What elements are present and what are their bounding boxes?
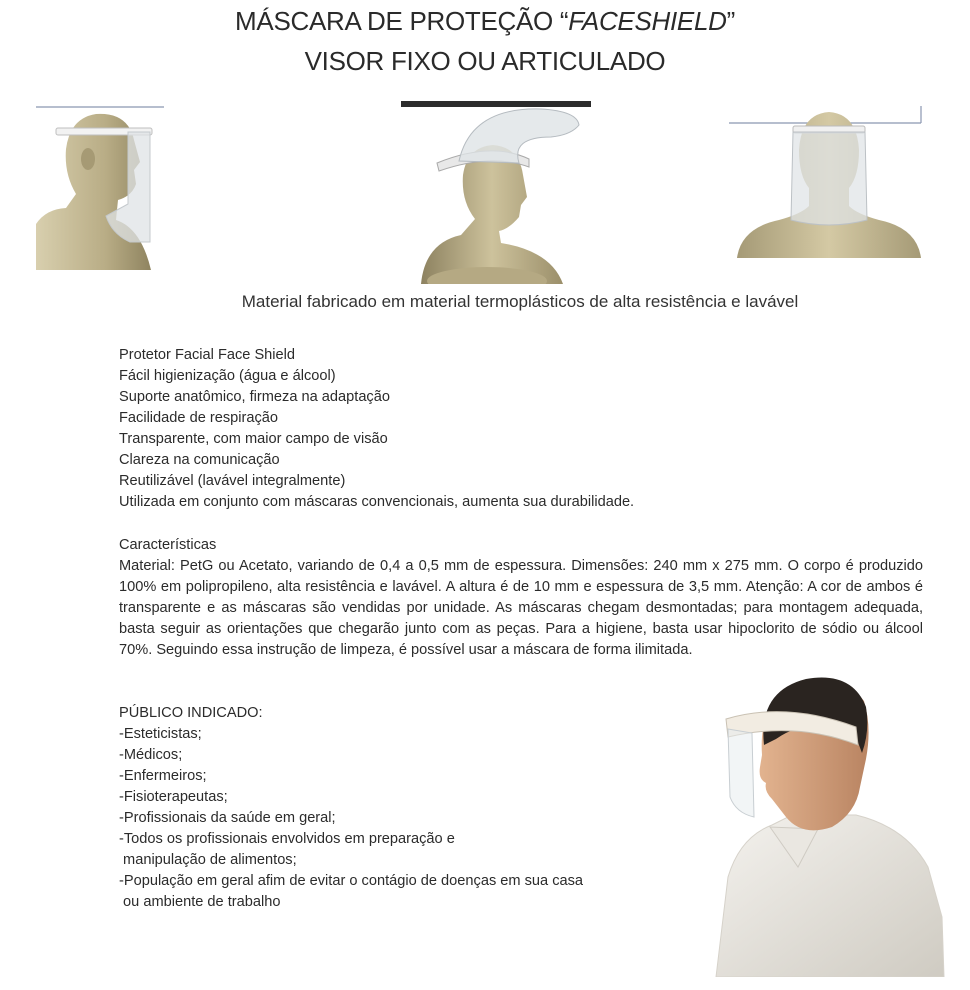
page-subtitle-visor: VISOR FIXO OU ARTICULADO [304, 46, 666, 76]
features-list [119, 345, 819, 513]
page-title [0, 6, 970, 37]
audience-item: -Todos os profissionais envolvidos em preparação e [119, 831, 455, 847]
audience-item: -Médicos; [119, 747, 183, 763]
specs-text: Material: PetG ou Acetato, variando de 0,4 a 0,5 mm de espessura. Dimensões: 240 mm x 275 mm. O corpo é produzido 100% em polipropileno, alta resistência e lavável. A altura é de 10 mm e espessura de 3,5 mm. Atenção: A cor de ambos é transparente e as máscaras são vendidas por unidade. As máscaras chegam desmontadas; para montagem adequada, basta seguir as orientações que chegarão junto com as peças. Para a higiene, basta usar hipoclorito de sódio ou álcool 70%. Seguindo essa instrução de limpeza, é possível usar a máscara de forma ilimitada. [119, 558, 923, 658]
audience-item: -População em geral afim de evitar o contágio de doenças em sua casa [119, 873, 584, 889]
feature-item: Suporte anatômico, firmeza na adaptação [119, 389, 390, 405]
man-wearing-shield-image [706, 667, 948, 977]
feature-item: Clareza na comunicação [119, 452, 280, 468]
mannequin-side-image [36, 104, 164, 270]
feature-item: Transparente, com maior campo de visão [119, 431, 388, 447]
title-faceshield: FACESHIELD [568, 6, 727, 36]
audience-item: manipulação de alimentos; [119, 852, 297, 868]
specs-label: Características [119, 537, 217, 553]
mannequin-front-image [729, 106, 926, 258]
feature-item: Reutilizável (lavável integralmente) [119, 473, 346, 489]
feature-item: Fácil higienização (água e álcool) [119, 368, 336, 384]
audience-item: -Profissionais da saúde em geral; [119, 810, 336, 826]
title-suffix: ” [726, 6, 735, 36]
audience-item: -Fisioterapeutas; [119, 789, 228, 805]
audience-heading: PÚBLICO INDICADO: [119, 705, 263, 721]
audience-item: -Enfermeiros; [119, 768, 207, 784]
audience-item: -Esteticistas; [119, 726, 202, 742]
title-prefix: MÁSCARA DE PROTEÇÃO “ [235, 6, 569, 36]
feature-item: Utilizada em conjunto com máscaras convencionais, aumenta sua durabilidade. [119, 494, 635, 510]
specs-section [119, 535, 923, 661]
audience-section [119, 703, 679, 913]
audience-item: ou ambiente de trabalho [119, 894, 281, 910]
feature-item: Facilidade de respiração [119, 410, 278, 426]
mannequin-articulated-image [401, 101, 591, 284]
material-subtitle: Material fabricado em material termoplásticos de alta resistência e lavável [241, 292, 799, 311]
feature-item: Protetor Facial Face Shield [119, 347, 296, 363]
